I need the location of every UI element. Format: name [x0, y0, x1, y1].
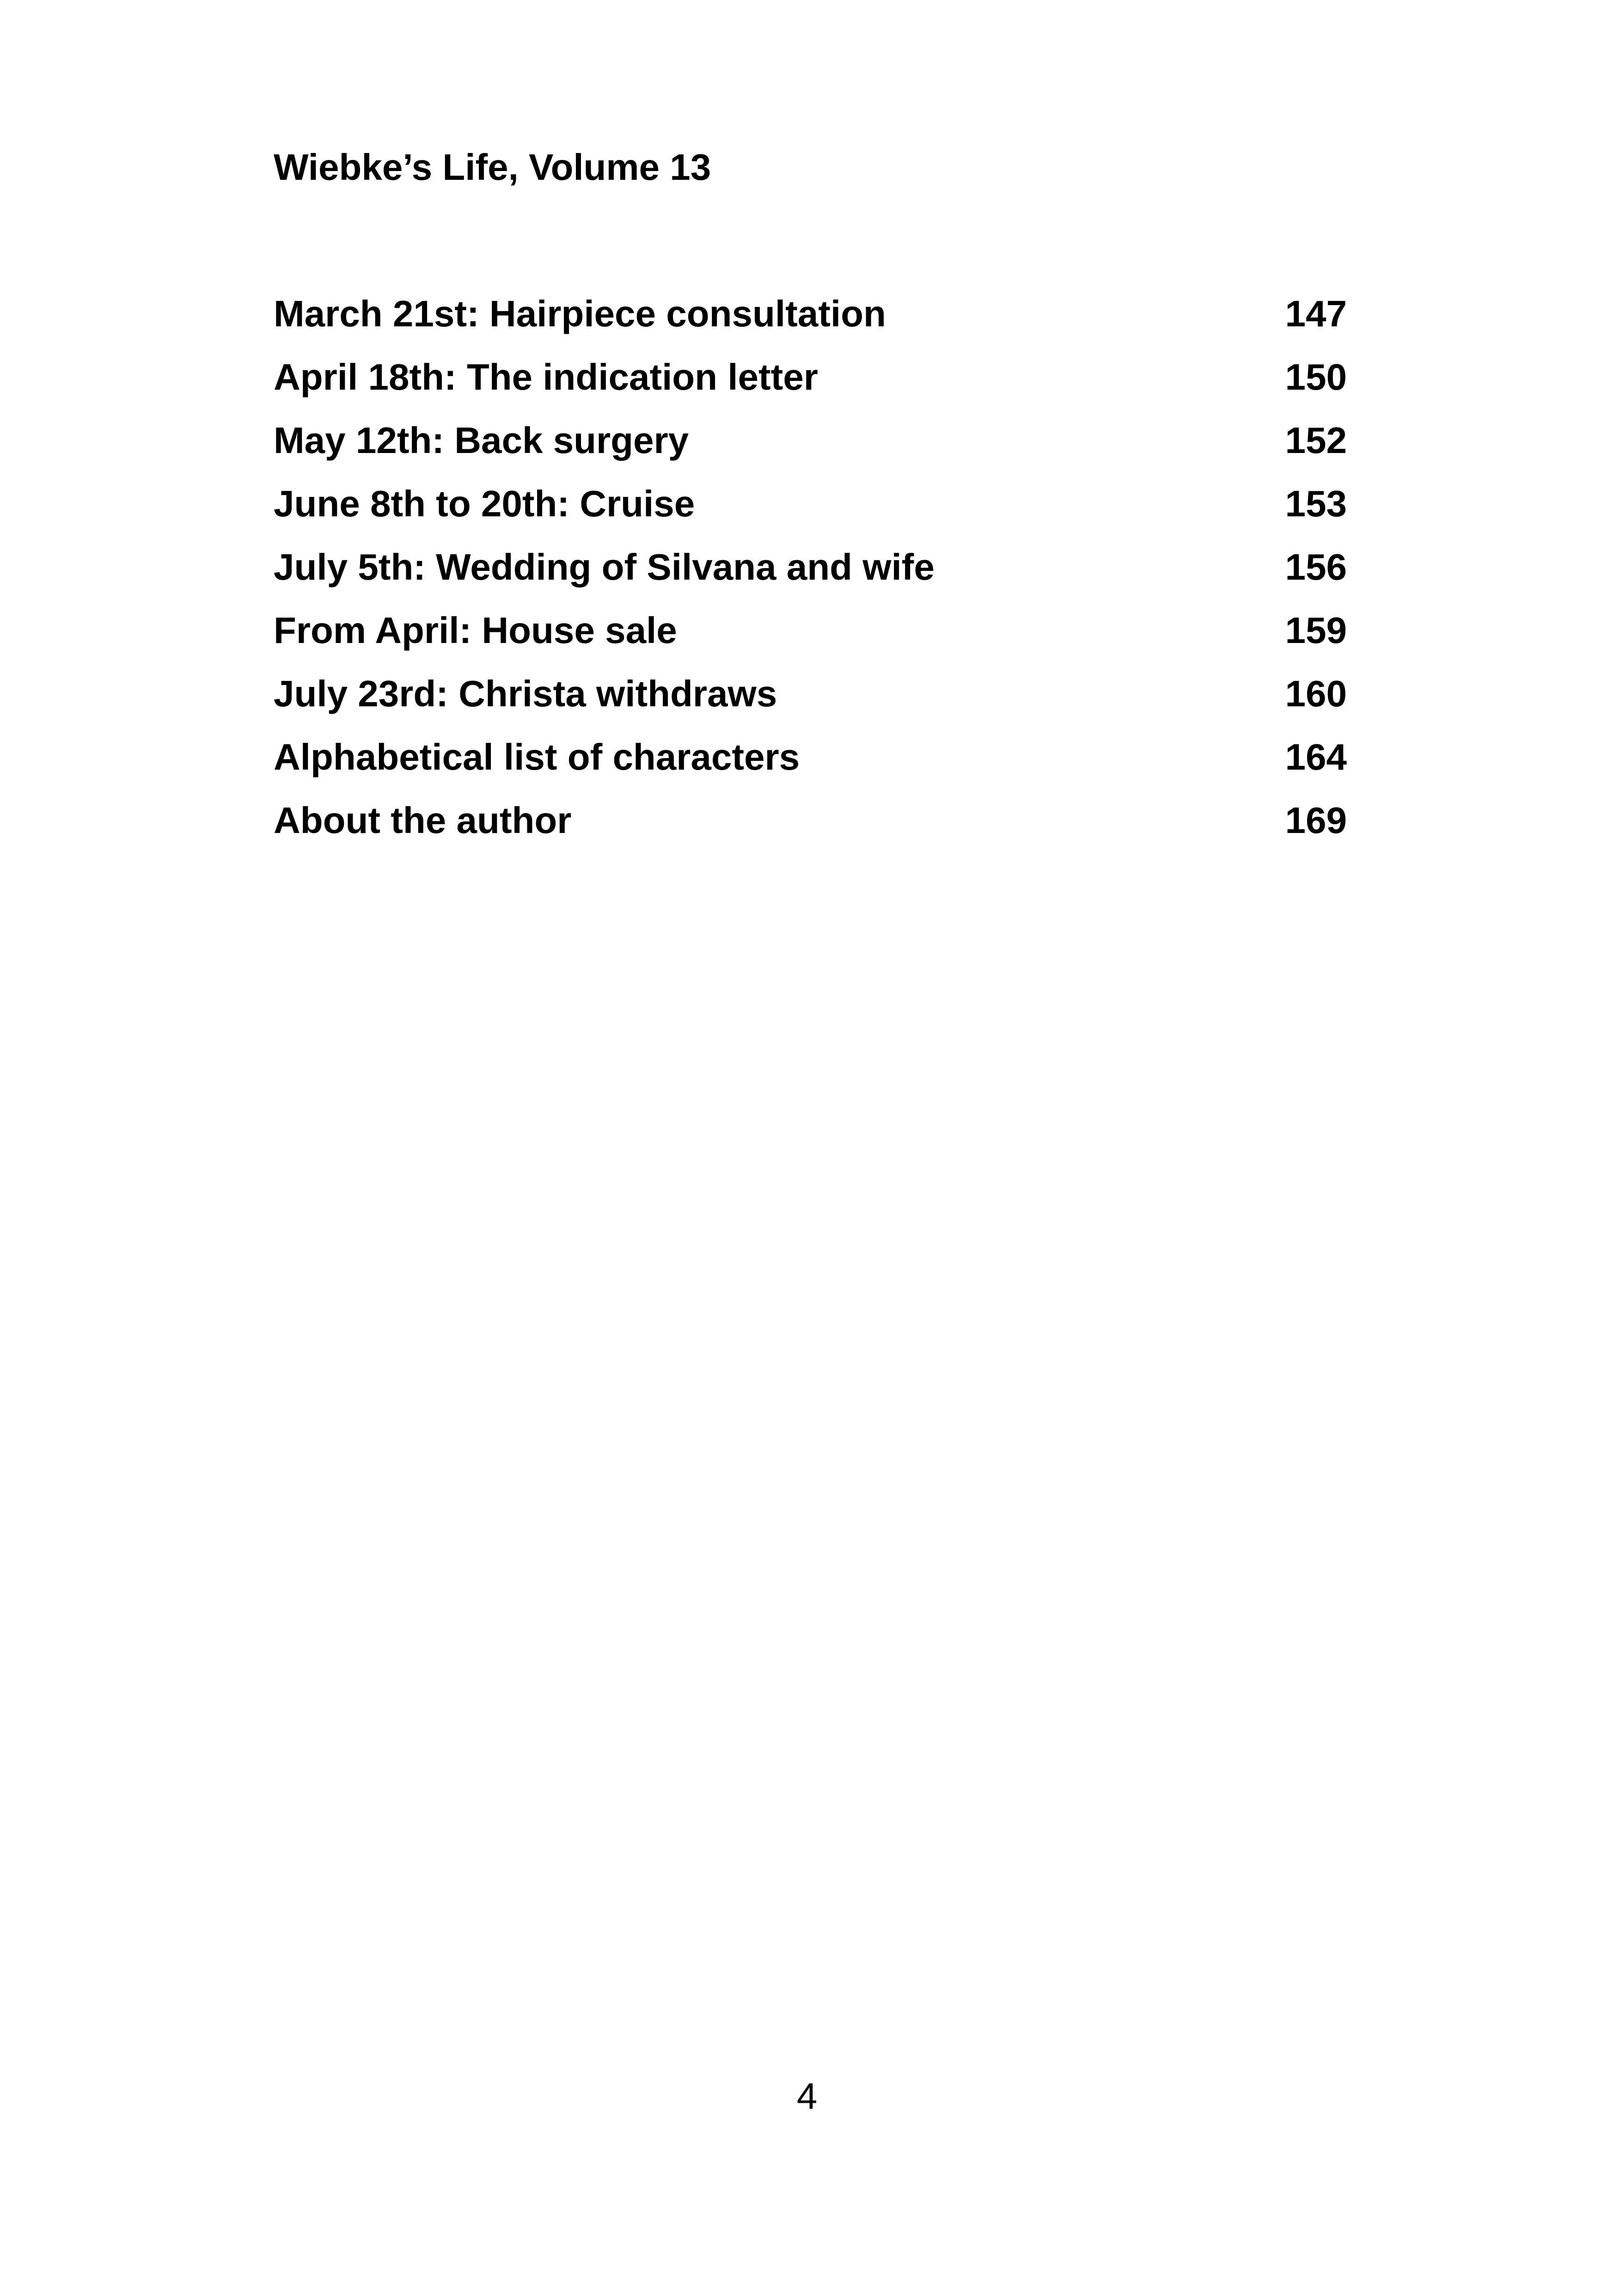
toc-entry-title: March 21st: Hairpiece consultation	[274, 293, 886, 334]
toc-entry	[274, 282, 1347, 345]
toc-entry-page: 169	[1285, 799, 1347, 841]
toc-entry-page: 164	[1285, 736, 1347, 778]
toc-entry-title: May 12th: Back surgery	[274, 419, 689, 461]
toc-entry-title: July 23rd: Christa withdraws	[274, 673, 777, 714]
toc-entry-title: July 5th: Wedding of Silvana and wife	[274, 546, 935, 588]
toc-entry-page: 153	[1285, 483, 1347, 524]
toc-entry-page: 147	[1285, 293, 1347, 334]
toc-entry-title: Alphabetical list of characters	[274, 736, 800, 778]
toc-entry	[274, 472, 1347, 535]
toc-entry-title: April 18th: The indication letter	[274, 356, 818, 398]
toc-entry-page: 160	[1285, 673, 1347, 714]
book-title: Wiebke’s Life, Volume 13	[274, 147, 711, 188]
toc-entry-page: 150	[1285, 356, 1347, 398]
toc-entry-page: 156	[1285, 546, 1347, 588]
toc-entry	[274, 662, 1347, 725]
toc-entry-page: 159	[1285, 609, 1347, 651]
toc-entry	[274, 409, 1347, 472]
toc-entry	[274, 535, 1347, 599]
toc-entry	[274, 725, 1347, 789]
table-of-contents	[274, 282, 1347, 852]
toc-entry-title: June 8th to 20th: Cruise	[274, 483, 695, 524]
toc-entry	[274, 599, 1347, 662]
toc-entry	[274, 345, 1347, 409]
toc-entry-title: About the author	[274, 799, 572, 841]
toc-entry	[274, 789, 1347, 852]
page-number: 4	[796, 2076, 818, 2117]
toc-entry-title: From April: House sale	[274, 609, 677, 651]
toc-entry-page: 152	[1285, 419, 1347, 461]
